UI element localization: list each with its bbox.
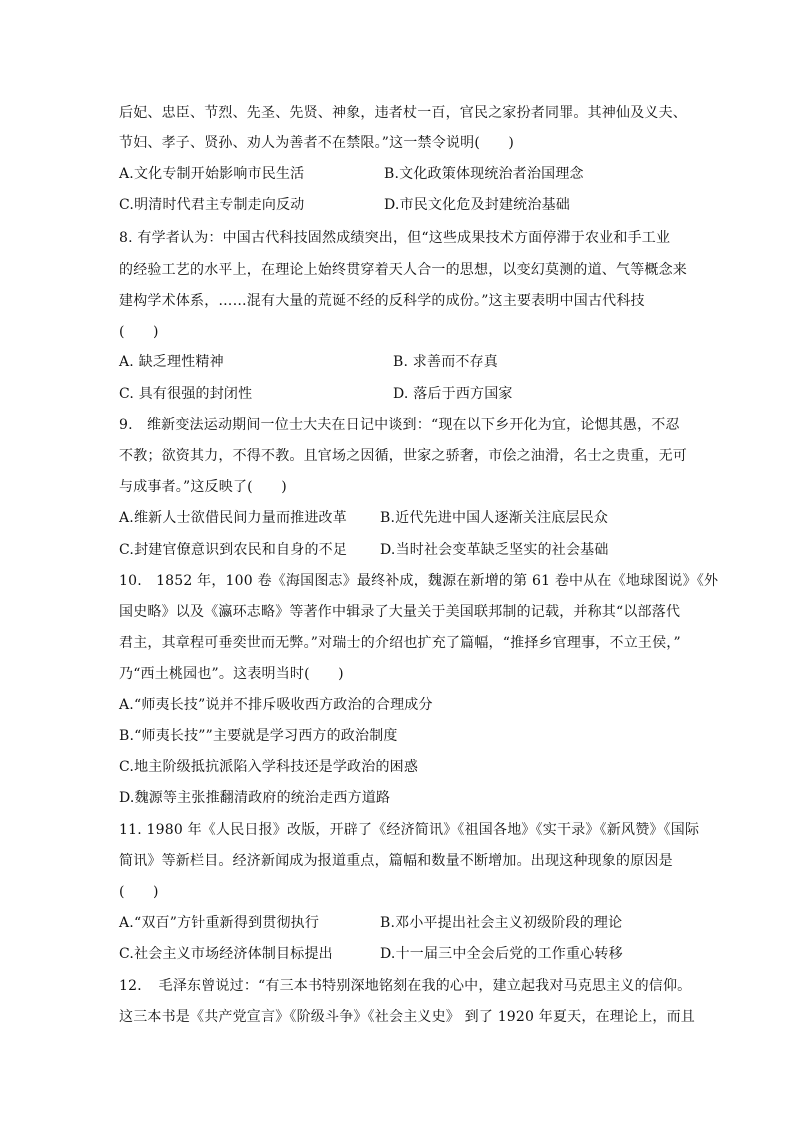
- q7-option-a[interactable]: A.文化专制开始影响市民生活: [119, 166, 305, 182]
- q7-option-b[interactable]: B.文化政策体现统治者治国理念: [384, 166, 584, 182]
- q10-line-2: 国史略》以及《瀛环志略》等著作中辑录了大量关于美国联邦制的记载，并称其“以部落代: [119, 604, 681, 620]
- q9-line-1: 9. 维新变法运动期间一位士大夫在日记中谈到：“现在以下乡开化为宜，论愢其愚，不忍: [119, 417, 680, 433]
- q10-line-1: 10. 1852 年，100 卷《海国图志》最终补成，魏源在新增的第 61 卷中从在《地球图说》《外: [119, 573, 719, 589]
- q9-line-2: 不教；欲资其力，不得不教。且官场之因循，世家之骄奢，市侩之油滑，名士之贵重，无可: [119, 448, 687, 464]
- q8-option-d[interactable]: D. 落后于西方国家: [393, 386, 513, 402]
- q10-option-d[interactable]: D.魏源等主张推翻清政府的统治走西方道路: [119, 790, 391, 806]
- q11-option-a[interactable]: A.“双百”方针重新得到贯彻执行: [119, 915, 320, 931]
- q9-option-a[interactable]: A.维新人士欲借民间力量而推进改革: [119, 510, 347, 526]
- q9-option-c[interactable]: C.封建官僚意识到农民和自身的不足: [119, 542, 348, 558]
- q10-option-a[interactable]: A.“师夷长技”说并不排斥吸收西方政治的合理成分: [119, 697, 433, 713]
- q11-option-c[interactable]: C.社会主义市场经济体制目标提出: [119, 946, 333, 962]
- q7-line-1: 后妃、忠臣、节烈、先圣、先贤、神象，违者杖一百，官民之家扮者同罪。其神仙及义夫、: [119, 105, 687, 121]
- q9-option-d[interactable]: D.当时社会变革缺乏坚实的社会基础: [380, 542, 609, 558]
- q11-option-b[interactable]: B.邓小平提出社会主义初级阶段的理论: [380, 915, 623, 931]
- q11-line-3: ( ): [119, 884, 159, 900]
- q11-line-2: 简讯》等新栏目。经济新闻成为报道重点，篇幅和数量不断增加。出现这种现象的原因是: [119, 853, 673, 869]
- q10-option-b[interactable]: B.“师夷长技””主要就是学习西方的政治制度: [119, 728, 398, 744]
- q12-line-2: 这三本书是《共产党宣言》《阶级斗争》《社会主义史》 到了 1920 年夏天，在理论上，而且: [119, 1009, 695, 1025]
- q8-line-3: 建构学术体系，……混有大量的荒诞不经的反科学的成份。”这主要表明中国古代科技: [119, 293, 645, 309]
- q7-line-2: 节妇、孝子、贤孙、劝人为善者不在禁限。”这一禁令说明( ): [119, 135, 515, 151]
- q9-option-b[interactable]: B.近代先进中国人逐渐关注底层民众: [380, 510, 609, 526]
- q11-option-d[interactable]: D.十一届三中全会后党的工作重心转移: [380, 946, 623, 962]
- q10-line-4: 乃“西土桃园也”。这表明当时( ): [119, 666, 344, 682]
- q8-option-c[interactable]: C. 具有很强的封闭性: [119, 386, 253, 402]
- q12-line-1: 12． 毛泽东曾说过：“有三本书特别深地铭刻在我的心中，建立起我对马克思主义的信仰。: [119, 978, 692, 994]
- q10-option-c[interactable]: C.地主阶级抵抗派陷入学科技还是学政治的困惑: [119, 759, 419, 775]
- q9-line-3: 与成事者。”这反映了( ): [119, 479, 287, 495]
- q11-line-1: 11. 1980 年《人民日报》改版，开辟了《经济简讯》《祖国各地》《实干录》《新风赞》《国际: [119, 822, 700, 838]
- q7-option-c[interactable]: C.明清时代君主专制走向反动: [119, 197, 305, 213]
- q10-line-3: 君主，其章程可垂奕世而无弊。”对瑞士的介绍也扩充了篇幅，“推择乡官理事，不立王侯，”: [119, 635, 681, 651]
- q8-option-b[interactable]: B. 求善而不存真: [393, 354, 498, 370]
- q7-option-d[interactable]: D.市民文化危及封建统治基础: [384, 197, 570, 213]
- q8-line-2: 的经验工艺的水平上，在理论上始终贯穿着天人合一的思想，以变幻莫测的道、气等概念来: [119, 262, 687, 278]
- q8-line-1: 8. 有学者认为：中国古代科技固然成绩突出，但“这些成果技术方面停滞于农业和手工业: [119, 230, 671, 246]
- q8-line-4: ( ): [119, 324, 159, 340]
- q8-option-a[interactable]: A. 缺乏理性精神: [119, 354, 224, 370]
